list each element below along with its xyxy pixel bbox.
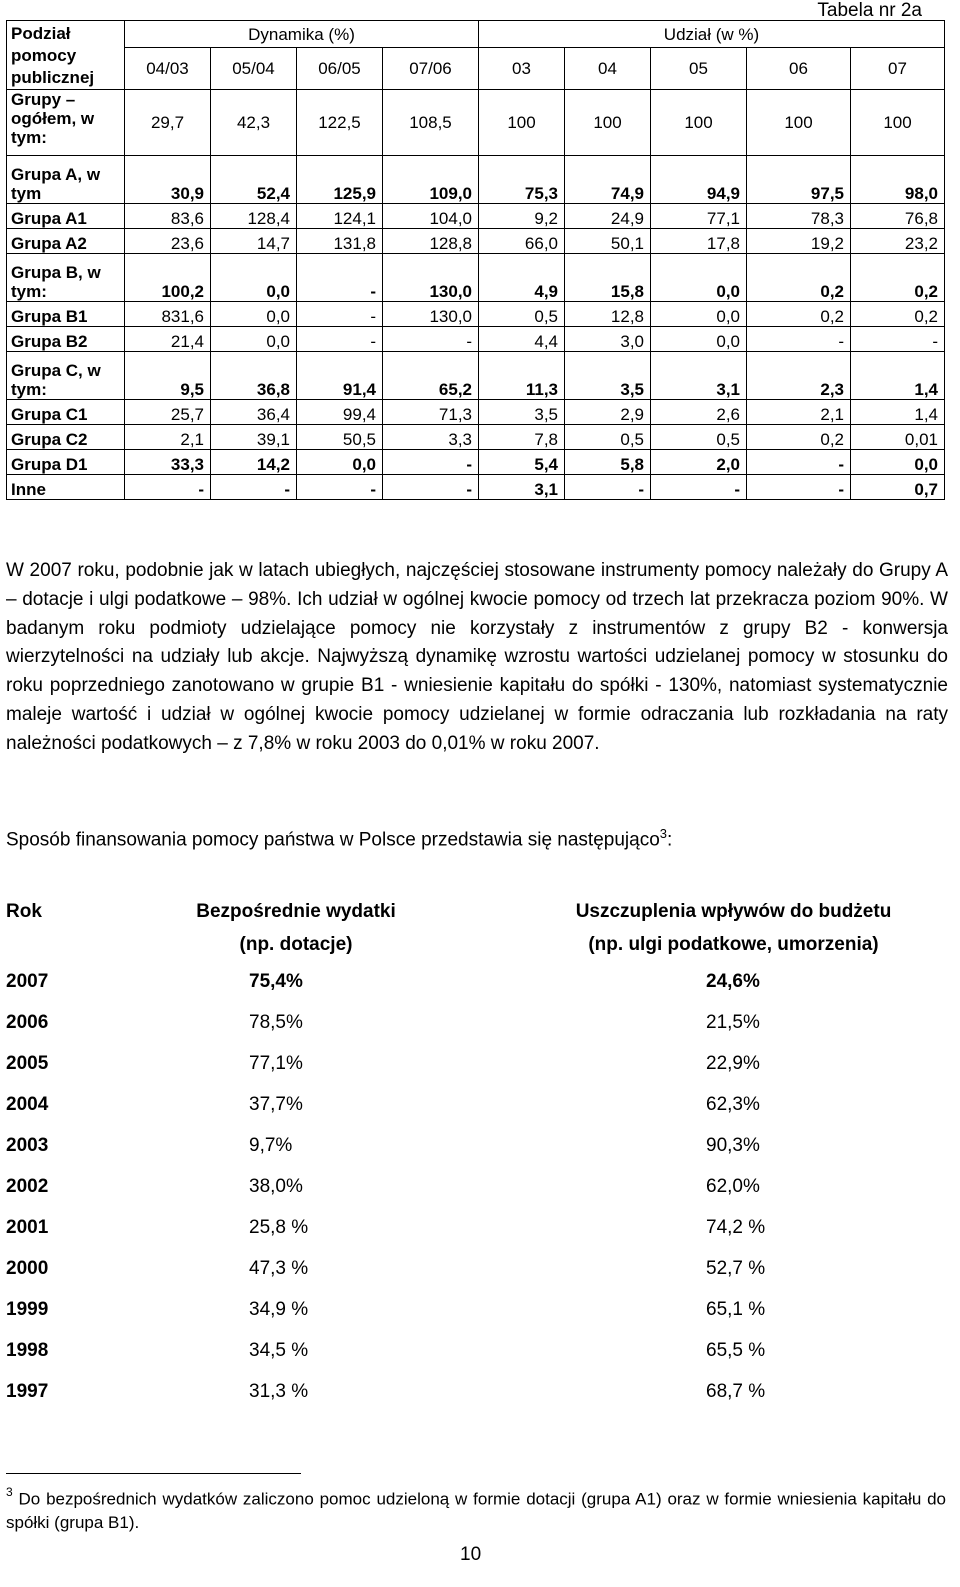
row-label: Grupa B, w tym: [7, 254, 125, 302]
financing-reduction-value: 52,7 % [706, 1258, 766, 1279]
header-usz-line1: Uszczuplenia wpływów do budżetu [575, 901, 892, 922]
financing-direct-value: 78,5% [249, 1012, 303, 1033]
udzial-header: Udział (w %) [479, 21, 945, 48]
table-cell: - [747, 475, 851, 500]
table-cell: 125,9 [297, 156, 383, 204]
table-cell: 24,9 [565, 204, 651, 229]
table-cell: 12,8 [565, 302, 651, 327]
table-cell: 131,8 [297, 229, 383, 254]
table-cell: - [383, 327, 479, 352]
table-cell: 0,2 [747, 302, 851, 327]
udz-year: 04 [565, 48, 651, 90]
table-cell: - [125, 475, 211, 500]
table-cell: 7,8 [479, 425, 565, 450]
financing-year: 2001 [6, 1217, 49, 1238]
table-cell: 0,2 [851, 302, 945, 327]
financing-row [6, 1207, 946, 1248]
row-label: Grupa B1 [7, 302, 125, 327]
table-cell: 100,2 [125, 254, 211, 302]
financing-reduction-value: 65,5 % [706, 1340, 766, 1361]
table-cell: 71,3 [383, 400, 479, 425]
table-cell: 3,5 [479, 400, 565, 425]
table-cell: 0,0 [851, 450, 945, 475]
table-cell: 75,3 [479, 156, 565, 204]
table-cell: 29,7 [125, 90, 211, 156]
table-cell: 36,8 [211, 352, 297, 400]
table-cell: 0,2 [747, 254, 851, 302]
financing-year: 2007 [6, 971, 49, 992]
table-cell: 108,5 [383, 90, 479, 156]
dyn-year: 07/06 [383, 48, 479, 90]
table-cell: 98,0 [851, 156, 945, 204]
dynamika-header: Dynamika (%) [125, 21, 479, 48]
row-label: Grupa A1 [7, 204, 125, 229]
header-bezposrednie [161, 895, 431, 961]
financing-reduction-value: 24,6% [706, 971, 760, 992]
table-cell: 0,2 [851, 254, 945, 302]
table-cell: 3,0 [565, 327, 651, 352]
financing-direct-value: 34,5 % [249, 1340, 309, 1361]
footnote-separator [6, 1473, 301, 1474]
table-cell: 0,01 [851, 425, 945, 450]
table-cell: 99,4 [297, 400, 383, 425]
table-cell: 66,0 [479, 229, 565, 254]
table-cell: 14,7 [211, 229, 297, 254]
row-label: Grupy – ogółem, w tym: [7, 90, 125, 156]
table-cell: 97,5 [747, 156, 851, 204]
financing-row [6, 1002, 946, 1043]
table-row [7, 254, 945, 302]
row-label: Grupa C2 [7, 425, 125, 450]
table-cell: 3,3 [383, 425, 479, 450]
table-cell: 2,0 [651, 450, 747, 475]
financing-direct-value: 77,1% [249, 1053, 303, 1074]
header-bez-line1: Bezpośrednie wydatki [196, 901, 396, 922]
table-cell: 130,0 [383, 302, 479, 327]
header-uszczuplenia [521, 895, 946, 961]
table-cell: 15,8 [565, 254, 651, 302]
financing-row [6, 1248, 946, 1289]
table-row [7, 352, 945, 400]
table-cell: 5,8 [565, 450, 651, 475]
table-cell: 109,0 [383, 156, 479, 204]
table-cell: 0,7 [851, 475, 945, 500]
table-cell: 130,0 [383, 254, 479, 302]
table-cell: 2,6 [651, 400, 747, 425]
table-cell: 2,3 [747, 352, 851, 400]
table-row [7, 90, 945, 156]
table-cell: - [297, 302, 383, 327]
financing-row [6, 1043, 946, 1084]
udz-year: 07 [851, 48, 945, 90]
udz-year: 05 [651, 48, 747, 90]
table-cell: 0,0 [211, 327, 297, 352]
financing-row [6, 1289, 946, 1330]
financing-row [6, 1125, 946, 1166]
table-cell: - [565, 475, 651, 500]
row-label: Grupa C1 [7, 400, 125, 425]
dyn-year: 06/05 [297, 48, 383, 90]
financing-direct-value: 25,8 % [249, 1217, 309, 1238]
body-paragraph [6, 557, 948, 759]
table-row [7, 475, 945, 500]
table-row [7, 425, 945, 450]
financing-year: 2003 [6, 1135, 49, 1156]
table-cell: 2,1 [747, 400, 851, 425]
table-row [7, 450, 945, 475]
table-cell: 1,4 [851, 400, 945, 425]
table-cell: 100 [651, 90, 747, 156]
financing-year: 2000 [6, 1258, 49, 1279]
table-cell: - [297, 475, 383, 500]
table-cell: 0,2 [747, 425, 851, 450]
table-cell: 21,4 [125, 327, 211, 352]
table-cell: 128,4 [211, 204, 297, 229]
row-label: Inne [7, 475, 125, 500]
table-cell: 50,5 [297, 425, 383, 450]
udz-year: 06 [747, 48, 851, 90]
table-cell: 19,2 [747, 229, 851, 254]
financing-row [6, 1330, 946, 1371]
financing-direct-value: 31,3 % [249, 1381, 309, 1402]
table-cell: 76,8 [851, 204, 945, 229]
table-row [7, 400, 945, 425]
table-cell: 3,1 [479, 475, 565, 500]
table-row [7, 327, 945, 352]
table-cell: 3,1 [651, 352, 747, 400]
table-cell: 65,2 [383, 352, 479, 400]
table-cell: 4,4 [479, 327, 565, 352]
table-cell: 100 [565, 90, 651, 156]
udz-year: 03 [479, 48, 565, 90]
table-cell: 78,3 [747, 204, 851, 229]
table-cell: 36,4 [211, 400, 297, 425]
aid-structure-table [6, 20, 945, 500]
financing-reduction-value: 74,2 % [706, 1217, 766, 1238]
table-caption: Tabela nr 2a [817, 0, 922, 21]
table-cell: 122,5 [297, 90, 383, 156]
table-cell: 74,9 [565, 156, 651, 204]
table-cell: 100 [851, 90, 945, 156]
paragraph-text: W 2007 roku, podobnie jak w latach ubiegłych, najczęściej stosowane instrumenty pomocy należały do Grupy A – dotacje i ulgi podatkowe – 98%. Ich udział w ogólnej kwocie pomocy od trzech lat przekracza poziom 90%. W badanym roku podmioty udzielające pomocy nie korzystały z instrumentów z grupy B2 - konwersja wierzytelności na udziały lub akcje. Najwyższą dynamikę wzrostu wartości udzielanej pomocy w stosunku do roku poprzedniego zanotowano w grupie B1 - wniesienie kapitału do spółki - 130%, natomiast systematycznie maleje wartość i udział w ogólnej kwocie pomocy udzielanej w formie odraczania lub rozkładania na raty należności podatkowych – z 7,8% w roku 2003 do 0,01% w roku 2007. [6, 560, 948, 754]
table-cell: 23,2 [851, 229, 945, 254]
table-cell: 4,9 [479, 254, 565, 302]
table-row [7, 204, 945, 229]
footnote-number: 3 [6, 1485, 13, 1499]
table-cell: 0,0 [211, 254, 297, 302]
financing-year: 2006 [6, 1012, 49, 1033]
row-label: Grupa B2 [7, 327, 125, 352]
row-label: Grupa D1 [7, 450, 125, 475]
financing-intro [6, 826, 672, 851]
table-cell: - [211, 475, 297, 500]
financing-reduction-value: 22,9% [706, 1053, 760, 1074]
financing-row [6, 961, 946, 1002]
table-cell: 9,5 [125, 352, 211, 400]
table-cell: 91,4 [297, 352, 383, 400]
financing-table [6, 895, 946, 1412]
table-cell: - [747, 450, 851, 475]
table-cell: - [747, 327, 851, 352]
financing-year: 2002 [6, 1176, 49, 1197]
table-cell: 5,4 [479, 450, 565, 475]
table-cell: 100 [479, 90, 565, 156]
table-cell: 14,2 [211, 450, 297, 475]
table-cell: 83,6 [125, 204, 211, 229]
table-cell: - [651, 475, 747, 500]
financing-reduction-value: 68,7 % [706, 1381, 766, 1402]
financing-year: 1997 [6, 1381, 49, 1402]
table-cell: 9,2 [479, 204, 565, 229]
financing-reduction-value: 62,3% [706, 1094, 760, 1115]
table-cell: 1,4 [851, 352, 945, 400]
table-cell: - [383, 450, 479, 475]
table-cell: 124,1 [297, 204, 383, 229]
table-cell: 50,1 [565, 229, 651, 254]
table-cell: 23,6 [125, 229, 211, 254]
financing-reduction-value: 21,5% [706, 1012, 760, 1033]
table-cell: 0,0 [651, 327, 747, 352]
row-label: Grupa A2 [7, 229, 125, 254]
financing-year: 1998 [6, 1340, 49, 1361]
dyn-year: 04/03 [125, 48, 211, 90]
header-bez-line2: (np. dotacje) [239, 934, 353, 955]
table-cell: 52,4 [211, 156, 297, 204]
financing-direct-value: 34,9 % [249, 1299, 309, 1320]
table-cell: - [297, 254, 383, 302]
table-cell: - [297, 327, 383, 352]
header-usz-line2: (np. ulgi podatkowe, umorzenia) [588, 934, 879, 955]
corner-header: Podział pomocy publicznej [7, 21, 125, 90]
financing-header-row [6, 895, 946, 961]
table-cell: 25,7 [125, 400, 211, 425]
table-cell: 100 [747, 90, 851, 156]
table-cell: 0,5 [651, 425, 747, 450]
table-cell: 0,0 [211, 302, 297, 327]
financing-year: 1999 [6, 1299, 49, 1320]
table-row [7, 229, 945, 254]
table-cell: 42,3 [211, 90, 297, 156]
footnote-text: Do bezpośrednich wydatków zaliczono pomoc udzieloną w formie dotacji (grupa A1) oraz w formie wniesienia kapitału do spółki (grupa B1). [6, 1489, 946, 1532]
table-row [7, 156, 945, 204]
financing-direct-value: 9,7% [249, 1135, 293, 1156]
footnote-ref: 3 [659, 826, 667, 841]
footnote [6, 1483, 946, 1534]
financing-reduction-value: 90,3% [706, 1135, 760, 1156]
table-cell: 39,1 [211, 425, 297, 450]
dyn-year: 05/04 [211, 48, 297, 90]
financing-direct-value: 75,4% [249, 971, 303, 992]
financing-row [6, 1166, 946, 1207]
table-cell: 3,5 [565, 352, 651, 400]
table-cell: 104,0 [383, 204, 479, 229]
table-cell: 831,6 [125, 302, 211, 327]
financing-direct-value: 38,0% [249, 1176, 303, 1197]
table-cell: - [383, 475, 479, 500]
financing-reduction-value: 65,1 % [706, 1299, 766, 1320]
table-cell: 33,3 [125, 450, 211, 475]
table-cell: 77,1 [651, 204, 747, 229]
table-cell: 2,1 [125, 425, 211, 450]
financing-row [6, 1084, 946, 1125]
table-cell: 11,3 [479, 352, 565, 400]
page-number: 10 [460, 1544, 482, 1565]
row-label: Grupa C, w tym: [7, 352, 125, 400]
table-cell: 0,5 [479, 302, 565, 327]
financing-intro-text: Sposób finansowania pomocy państwa w Polsce przedstawia się następująco [6, 829, 660, 851]
table-cell: 0,5 [565, 425, 651, 450]
table-cell: 94,9 [651, 156, 747, 204]
header-rok: Rok [6, 901, 42, 922]
table-cell: 0,0 [651, 302, 747, 327]
table-cell: 128,8 [383, 229, 479, 254]
financing-direct-value: 37,7% [249, 1094, 303, 1115]
table-cell: 2,9 [565, 400, 651, 425]
financing-direct-value: 47,3 % [249, 1258, 309, 1279]
financing-year: 2004 [6, 1094, 49, 1115]
table-cell: 17,8 [651, 229, 747, 254]
row-label: Grupa A, w tym [7, 156, 125, 204]
table-cell: 0,0 [297, 450, 383, 475]
financing-year: 2005 [6, 1053, 49, 1074]
table-cell: 30,9 [125, 156, 211, 204]
financing-reduction-value: 62,0% [706, 1176, 760, 1197]
table-cell: 0,0 [651, 254, 747, 302]
table-row [7, 302, 945, 327]
table-cell: - [851, 327, 945, 352]
financing-intro-colon: : [667, 829, 673, 851]
financing-row [6, 1371, 946, 1412]
